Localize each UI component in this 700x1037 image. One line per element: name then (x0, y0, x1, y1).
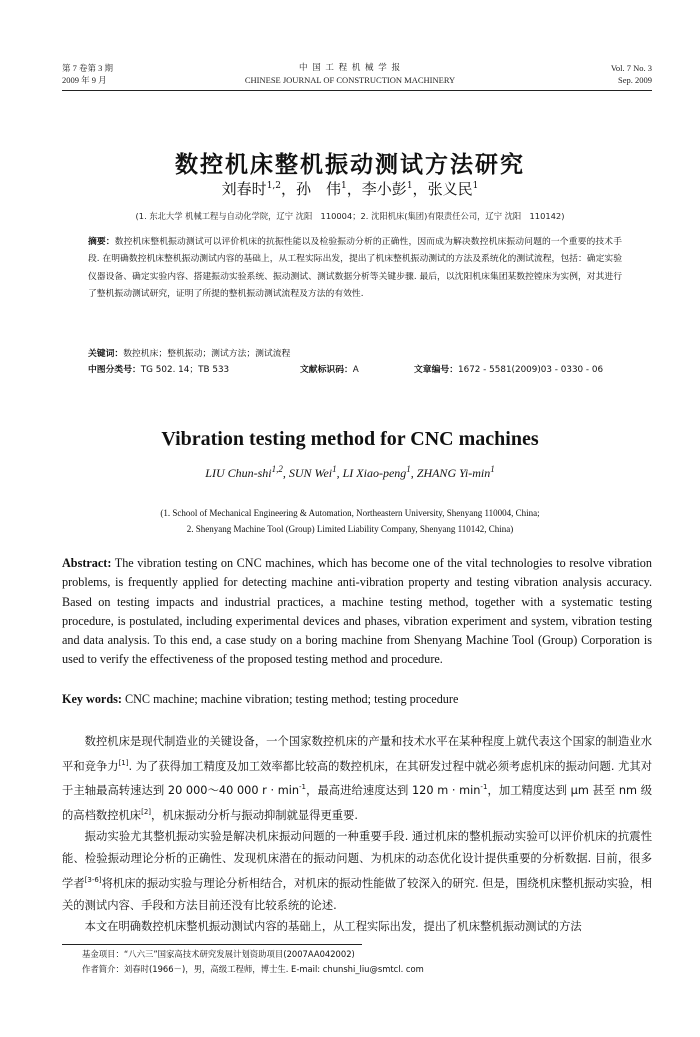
en-affiliation (0, 505, 700, 537)
en-keywords-label: Key words: (62, 692, 122, 706)
cn-author-affil-mark: 1 (472, 181, 479, 191)
body-text-run: ，最高进给速度达到 120 m · min (306, 784, 481, 798)
body-paragraph: 本文在明确数控机床整机振动测试内容的基础上，从工程实际出发，提出了机床整机振动测试的方法 (84, 920, 582, 934)
citation: [2] (141, 807, 152, 816)
en-author-affil-mark: 1 (332, 464, 337, 474)
header-month: Sep. 2009 (618, 75, 652, 85)
fund-text: “八六三”国家高技术研究发展计划资助项目(2007AA042002) (123, 949, 355, 959)
cn-keywords-label: 关键词： (88, 349, 124, 359)
body-text-run: 将机床的振动实验与理论分析相结合，对机床的振动性能做了较深入的研究. 但是，围绕机床整机振动实验，相关的测试内容、手段和方法目前还没有比较系统的论述. (62, 876, 652, 912)
cn-keywords: 数控机床；整机振动；测试方法；测试流程 (123, 349, 291, 359)
author-bio-text: 刘春时(1966－)，男，高级工程师，博士生. E-mail: chunshi_liu@smtcl. com (123, 964, 424, 974)
classification-line (88, 362, 622, 378)
en-abstract (62, 554, 652, 670)
article-no-label: 文章编号： (414, 365, 458, 375)
footnote (62, 947, 652, 977)
en-author-name: LIU Chun-shi (205, 466, 272, 480)
header-journal-cn: 中 国 工 程 机 械 学 报 (299, 63, 401, 73)
footnote-rule (62, 944, 362, 945)
body-text-run: ，机床振动分析与振动抑制就显得更重要. (151, 808, 358, 822)
en-author-affil-mark: 1 (490, 464, 495, 474)
en-author-affil-mark: 1,2 (271, 464, 283, 474)
en-keywords-block (62, 690, 652, 709)
author-separator: ， (281, 180, 297, 198)
body-text-run: . 为了获得加工精度及加工效率都比较高的数控机床，在其研发过程中就必须考虑机床的振动问题. 尤其对于主轴最高转速达到 20 000～40 000 r · min (62, 759, 652, 798)
cn-abstract-label: 摘要： (88, 237, 115, 247)
author-separator: ， (412, 180, 428, 198)
body-paragraph (62, 731, 652, 826)
en-abstract-text: The vibration testing on CNC machines, which has become one of the vital technologies to resolve vibration problems, is frequently applied for detecting machine anti-vibration property and testing vibration analysis accuracy. Based on testing impacts and industrial practices, a machine testing method, together with a systematic testing procedure, is postulated, including experimental devices and phases, vibration experiment and system, vibration testing and data analysis. To this end, a case study on a boring machine from Shenyang Machine Tool (Group) Corporation is used to verify the effectiveness of the proposed testing method and procedure. (62, 556, 652, 667)
en-author-affil-mark: 1 (406, 464, 411, 474)
en-keywords: CNC machine; machine vibration; testing method; testing procedure (124, 692, 459, 706)
cn-keywords-block (88, 346, 622, 378)
cn-affiliation: (1. 东北大学 机械工程与自动化学院，辽宁 沈阳 110004；2. 沈阳机床(集团)有限责任公司，辽宁 沈阳 110142) (135, 211, 565, 221)
cn-author-affil-mark: 1,2 (266, 181, 282, 191)
header-journal-en: CHINESE JOURNAL OF CONSTRUCTION MACHINERY (244, 75, 456, 85)
en-author-name: LI Xiao-peng (342, 466, 407, 480)
cn-author-name: 刘春时 (221, 180, 267, 198)
en-author-name: ZHANG Yi-min (416, 466, 491, 480)
cn-author-affil-mark: 1 (406, 181, 413, 191)
header-issue-info (611, 62, 652, 86)
cn-authors (0, 178, 700, 199)
citation: [1] (118, 758, 129, 767)
author-separator: , (282, 466, 289, 480)
en-title: Vibration testing method for CNC machines (161, 428, 539, 450)
clc-number: TG 502. 14；TB 533 (140, 365, 230, 375)
en-affiliation-line: 2. Shenyang Machine Tool (Group) Limited Liability Company, Shenyang 110142, China) (186, 524, 514, 534)
header-volume: 第 7 卷第 3 期 (62, 63, 114, 73)
body-text-run: 数控机床是现代制造业的关键设备，一个国家数控机床的产量和技术水平在某种程度上就代表这个国家的制造业水平和竞争力 (62, 735, 652, 773)
cn-author-name: 孙 伟 (296, 180, 342, 198)
body-text-run: ，加工精度达到 μm 甚至 nm 级的高档数控机床 (62, 784, 652, 822)
clc-label: 中图分类号： (88, 365, 141, 375)
doc-code: A (352, 365, 359, 375)
article-no: 1672 - 5581(2009)03 - 0330 - 06 (458, 365, 604, 375)
citation: [3-6] (84, 876, 102, 885)
en-author-name: SUN Wei (288, 466, 333, 480)
author-separator: , (336, 466, 343, 480)
cn-author-affil-mark: 1 (341, 181, 347, 191)
body-paragraph (62, 826, 652, 916)
author-bio-label: 作者简介： (82, 964, 124, 974)
doc-code-label: 文献标识码： (300, 365, 353, 375)
header-date: 2009 年 9 月 (62, 75, 107, 85)
en-abstract-label: Abstract: (62, 556, 112, 570)
cn-author-name: 李小彭 (361, 180, 407, 198)
cn-abstract-text: 数控机床整机振动测试可以评价机床的抗振性能以及检验振动分析的正确性，因而成为解决数控机床振动问题的一个重要的技术手段. 在明确数控机床整机振动测试内容的基础上，从工程实际出发，提出了机床整机振动测试的方法及系统化的测试流程，包括：确定实验仪器设备、确定实验内容、搭建振动实验系统、振动测试、测试数据分析等关键步骤. 最后，以沈阳机床集团某数控镗床为实例，对其进行了整机振动测试研究，证明了所提的整机振动测试流程及方法的有效性. (88, 237, 622, 299)
header-rule (62, 90, 652, 91)
superscript: -1 (299, 783, 307, 792)
fund-label: 基金项目： (82, 949, 124, 959)
cn-title: 数控机床整机振动测试方法研究 (175, 152, 525, 178)
header-vol-no: Vol. 7 No. 3 (610, 63, 652, 73)
cn-author-name: 张义民 (427, 180, 473, 198)
body-text-run: 振动实验尤其整机振动实验是解决机床振动问题的一种重要手段. 通过机床的整机振动实验可以评价机床的抗震性能、检验振动理论分析的正确性、发现机床潜在的振动问题、为机床的动态优化设计提供重要的分析数据. 目前，很多学者 (62, 830, 652, 890)
cn-abstract (88, 234, 622, 303)
superscript: -1 (480, 783, 488, 792)
header-journal-title (0, 62, 700, 86)
en-authors (0, 464, 700, 481)
en-affiliation-line: (1. School of Mechanical Engineering & Automation, Northeastern University, Shenyang 110004, China; (160, 508, 540, 518)
author-separator: , (410, 466, 417, 480)
body-text (62, 731, 652, 938)
author-separator: ， (346, 180, 362, 198)
